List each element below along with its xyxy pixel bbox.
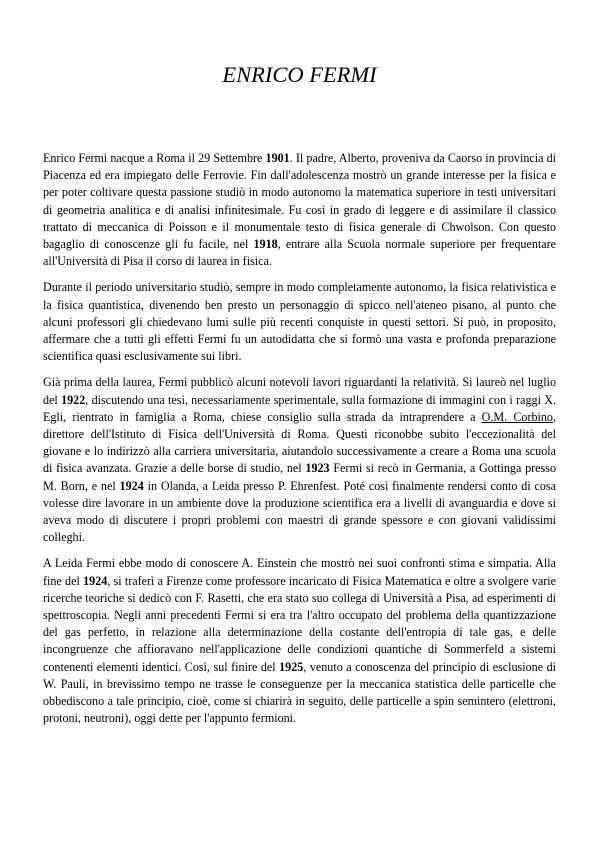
paragraph-text: Enrico Fermi nacque a Roma il 29 Settembre <box>43 151 266 165</box>
paragraph-text: , direttore dell'Istituto di Fisica dell'Università di Roma. Questi riconobbe subito l'eccezionalità del giovane e lo indirizzò alla carriera universitaria, aiutandolo successivamente a creare a Roma una scuola di fisica avanzata. Grazie a delle borse di studio, nel <box>43 409 557 476</box>
year-highlight: 1918 <box>253 237 278 252</box>
year-highlight: 1924 <box>119 478 144 493</box>
paragraph-text: Durante il periodo universitario studiò, sempre in modo completamente autonomo, la fisica relativistica e la fisica quantistica, divenendo ben presto un personaggio di spicco nell'ateneo pisano, al punto che alcuni professori gli chiedevano lumi sulle più recenti conquiste in questi settori. Si può, in proposito, affermare che a tutti gli effetti Fermi fu un autodidatta che si formò una vasta e profonda preparazione scientifica quasi esclusivamente sui libri. <box>43 280 556 364</box>
year-highlight: 1924 <box>83 573 108 588</box>
year-highlight: 1925 <box>279 659 304 674</box>
paragraph-text: Fermi si recò in Germania, a Gottinga presso M. Born, e nel <box>43 461 556 493</box>
paragraph-text: , entrare alla Scuola normale superiore per frequentare all'Università di Pisa il corso di laurea in fisica. <box>43 237 556 269</box>
body-paragraph <box>43 555 556 727</box>
paragraph-text: A Leida Fermi ebbe modo di conoscere A. Einstein che mostrò nei suoi confronti stima e simpatia. Alla fine del <box>43 556 556 588</box>
paragraph-text: Già prima della laurea, Fermi pubblicò alcuni notevoli lavori riguardanti la relatività. Si laureò nel luglio del <box>43 375 556 407</box>
body-paragraph <box>43 374 556 546</box>
body-paragraph <box>43 279 556 365</box>
page-title: ENRICO FERMI <box>222 62 377 87</box>
year-highlight: 1901 <box>265 151 290 165</box>
paragraph-text: . Il padre, Alberto, proveniva da Caorso in provincia di Piacenza ed era impiegato delle Ferrovie. Fin dall'adolescenza mostrò un grande interesse per la fisica e per poter coltivare questa passione studiò in modo autonomo la matematica superiore in testi universitari di geometria analitica e di analisi infinitesimale. Fu così in grado di leggere e di assimilare il classico trattato di meccanica di Poisson e il monumentale testo di fisica generale di Chwolson. Con questo bagaglio di conoscenze gli fu facile, nel <box>43 151 557 252</box>
paragraph-text: in Olanda, a Leida presso P. Ehrenfest. Poté così finalmente rendersi conto di cosa volesse dire lavorare in un ambiente dove la produzione scientifica era a livelli di avanguardia e dove si aveva modo di discutere i propri problemi con maestri di grande spessore e con giovani validissimi colleghi. <box>43 478 556 545</box>
corbino-link[interactable]: O.M. Corbino <box>481 409 553 424</box>
year-highlight: 1923 <box>305 461 330 476</box>
body-paragraph <box>43 150 556 270</box>
paragraph-text: , discutendo una tesi, necessariamente sperimentale, sulla formazione di immagini con i raggi X. Egli, rientrato in famiglia a Roma, chiese consiglio sulla strada da intraprendere a <box>43 392 556 424</box>
year-highlight: 1922 <box>61 392 86 407</box>
paragraph-text: , venuto a conoscenza del principio di esclusione di W. Pauli, in brevissimo tempo ne trasse le conseguenze per la meccanica statistica delle particelle che obbediscono a tale principio, cioè, come si chiarirà in seguito, delle particelle a spin semintero (elettroni, protoni, neutroni), oggi dette per l'appunto fermioni. <box>43 659 556 726</box>
paragraph-text: , si traferì a Firenze come professore incaricato di Fisica Matematica e oltre a svolgere varie ricerche teoriche si dedicò con F. Rasetti, che era stato suo collega di Università a Pisa, ad esperimenti di spettroscopia. Negli anni precedenti Fermi si era tra l'altro occupato del problema della quantizzazione del gas perfetto, in relazione alla determinazione della costante dell'entropia di tale gas, e delle incongruenze che affioravano nell'applicazione delle condizioni quantiche di Sommerfeld a sistemi contenenti elementi identici. Così, sul finire del <box>43 573 556 674</box>
document-body <box>43 150 556 737</box>
